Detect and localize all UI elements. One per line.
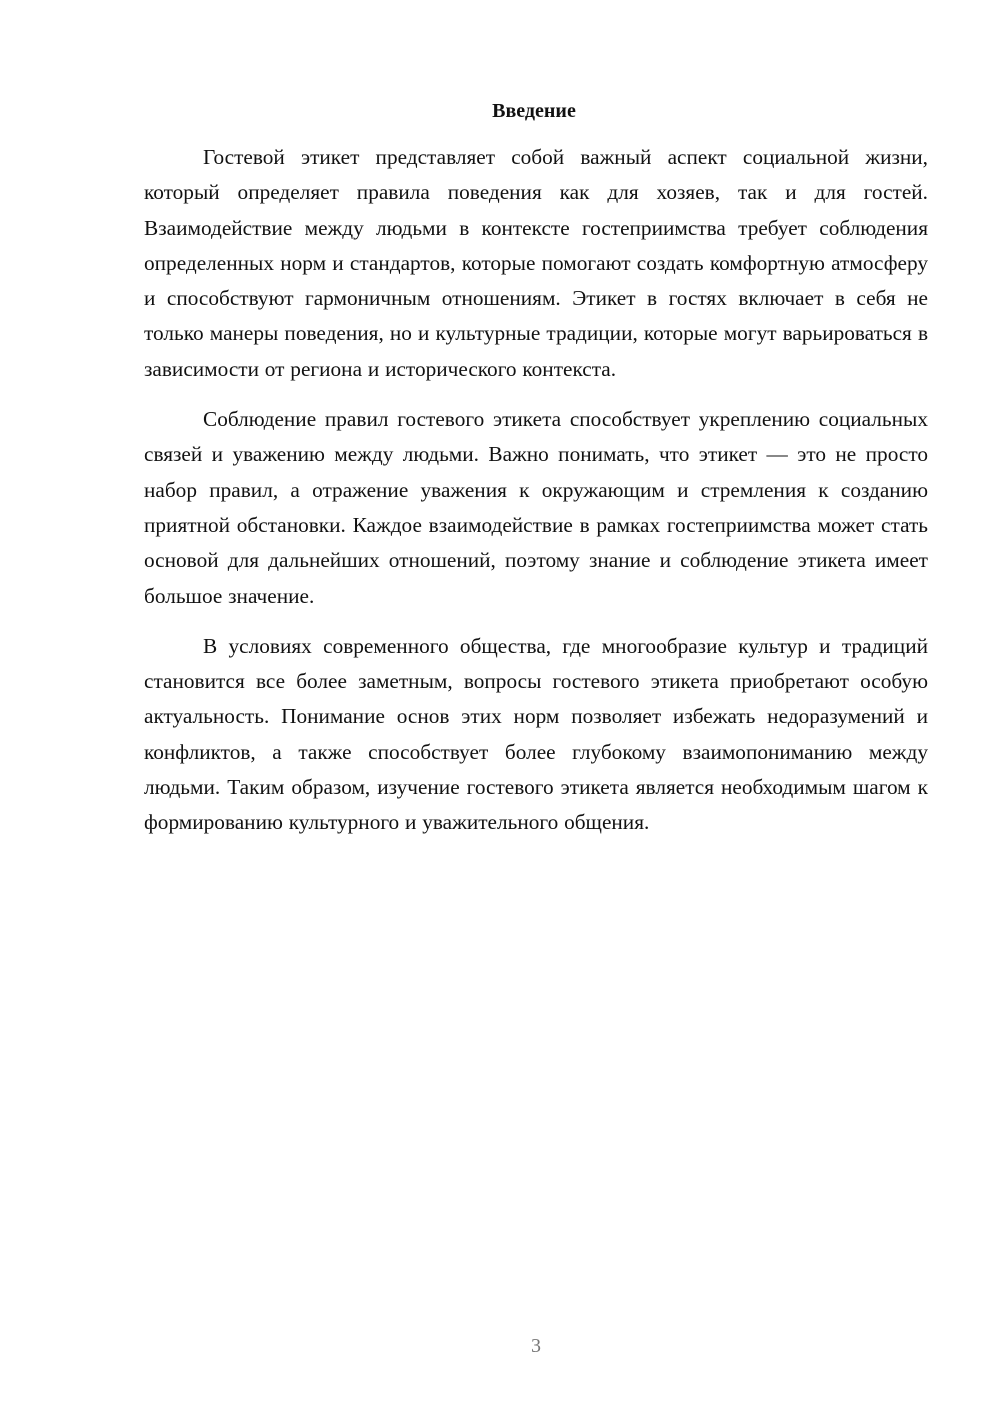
paragraph-1: Гостевой этикет представляет собой важный аспект социальной жизни, который определяет правила поведения как для хозяев, так и для гостей. Взаимодействие между людьми в контексте гостеприимства требует соблюдения определенных норм и стандартов, которые помогают создать комфортную атмосферу и способствуют гармоничным отношениям. Этикет в гостях включает в себя не только манеры поведения, но и культурные традиции, которые могут варьироваться в зависимости от региона и исторического контекста. bbox=[144, 145, 928, 381]
paragraph-3: В условиях современного общества, где многообразие культур и традиций становится все более заметным, вопросы гостевого этикета приобретают особую актуальность. Понимание основ этих норм позволяет избежать недоразумений и конфликтов, а также способствует более глубокому взаимопониманию между людьми. Таким образом, изучение гостевого этикета является необходимым шагом к формированию культурного и уважительного общения. bbox=[144, 633, 928, 835]
page-content bbox=[144, 96, 928, 856]
paragraph-2: Соблюдение правил гостевого этикета способствует укреплению социальных связей и уважению между людьми. Важно понимать, что этикет — это не просто набор правил, а отражение уважения к окружающим и стремления к созданию приятной обстановки. Каждое взаимодействие в рамках гостеприимства может стать основой для дальнейших отношений, поэтому знание и соблюдение этикета имеет большое значение. bbox=[144, 407, 928, 608]
page-number: 3 bbox=[531, 1335, 541, 1357]
section-heading: Введение bbox=[492, 100, 576, 122]
